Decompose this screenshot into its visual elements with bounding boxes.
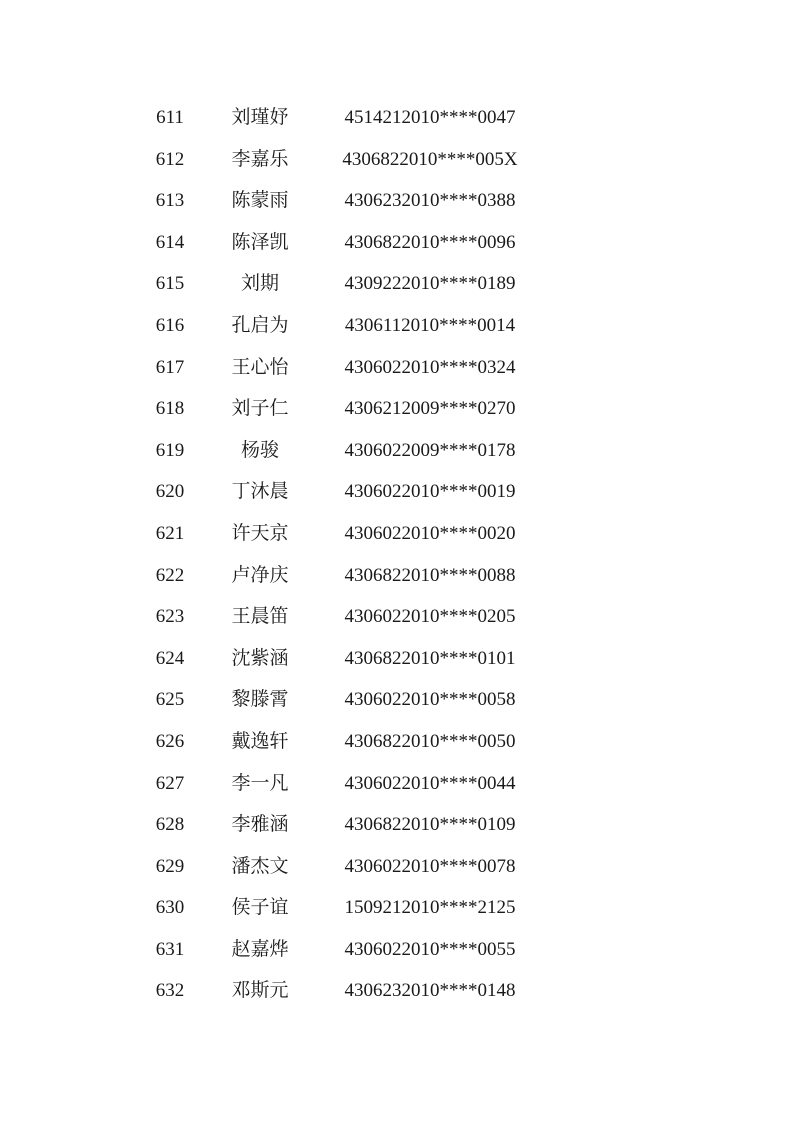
list-item [0,970,793,1012]
id-number: 4306022010****0324 [344,356,516,378]
list-item [0,887,793,929]
person-name: 丁沐晨 [231,481,289,503]
row-number: 624 [155,647,185,669]
id-number: 4306212009****0270 [344,398,516,420]
id-number: 4306022010****0020 [344,522,516,544]
list-item [0,388,793,430]
id-number: 4306112010****0014 [344,314,516,336]
row-number: 623 [155,606,185,628]
person-name: 刘期 [240,273,279,295]
row-number: 614 [155,231,185,253]
id-number: 4306022010****0205 [344,606,516,628]
list-item [0,555,793,597]
list-item [0,471,793,513]
person-name: 戴逸轩 [231,730,289,752]
row-number: 615 [155,273,185,295]
row-number: 621 [155,522,185,544]
person-name: 黎滕霄 [231,689,289,711]
person-name: 陈蒙雨 [231,190,289,212]
row-number: 630 [155,897,185,919]
list-item [0,804,793,846]
row-number: 629 [155,855,185,877]
person-name: 赵嘉烨 [231,938,289,960]
list-item [0,263,793,305]
id-number: 4306822010****0101 [344,647,516,669]
person-name: 潘杰文 [231,855,289,877]
list-item [0,222,793,264]
list-item [0,596,793,638]
person-name: 卢净庆 [231,564,289,586]
id-number: 4306822010****0096 [344,231,516,253]
list-item [0,139,793,181]
row-number: 622 [155,564,185,586]
id-number: 4306822010****0088 [344,564,516,586]
list-item [0,97,793,139]
row-number: 632 [155,980,185,1002]
id-number: 4306022010****0044 [344,772,516,794]
person-name: 邓斯元 [231,980,289,1002]
list-item [0,679,793,721]
person-name: 刘子仁 [231,398,289,420]
person-name: 李嘉乐 [231,148,289,170]
person-name: 陈泽凯 [231,231,289,253]
list-item [0,929,793,971]
id-number: 4306022010****0078 [344,855,516,877]
list-item [0,513,793,555]
list-item [0,305,793,347]
list-item [0,430,793,472]
id-number: 4306822010****005X [342,148,518,170]
id-number: 4306022010****0058 [344,689,516,711]
row-number: 628 [155,814,185,836]
id-number: 4306022010****0055 [344,938,516,960]
list-item [0,846,793,888]
row-number: 619 [155,439,185,461]
list-item [0,763,793,805]
id-number: 4306022009****0178 [344,439,516,461]
person-name: 李雅涵 [231,814,289,836]
id-number: 4514212010****0047 [344,107,516,128]
row-number: 611 [156,107,184,128]
roster-list [0,97,793,1012]
row-number: 612 [155,148,185,170]
row-number: 625 [155,689,185,711]
id-number: 4306822010****0050 [344,730,516,752]
row-number: 631 [155,938,185,960]
list-item [0,180,793,222]
id-number: 4306232010****0388 [344,190,516,212]
row-number: 616 [155,314,185,336]
person-name: 王晨笛 [231,606,289,628]
list-item [0,347,793,389]
person-name: 李一凡 [231,772,289,794]
row-number: 626 [155,730,185,752]
list-item [0,721,793,763]
row-number: 613 [155,190,185,212]
row-number: 617 [155,356,185,378]
person-name: 许天京 [231,522,289,544]
row-number: 618 [155,398,185,420]
id-number: 4306022010****0019 [344,481,516,503]
person-name: 王心怡 [231,356,289,378]
id-number: 4306822010****0109 [344,814,516,836]
person-name: 沈紫涵 [231,647,289,669]
list-item [0,638,793,680]
id-number: 4306232010****0148 [344,980,516,1002]
row-number: 620 [155,481,185,503]
person-name: 刘瑾妤 [231,107,289,128]
person-name: 侯子谊 [231,897,289,919]
row-number: 627 [155,772,185,794]
person-name: 杨骏 [240,439,279,461]
id-number: 4309222010****0189 [344,273,516,295]
person-name: 孔启为 [231,314,289,336]
id-number: 1509212010****2125 [344,897,516,919]
